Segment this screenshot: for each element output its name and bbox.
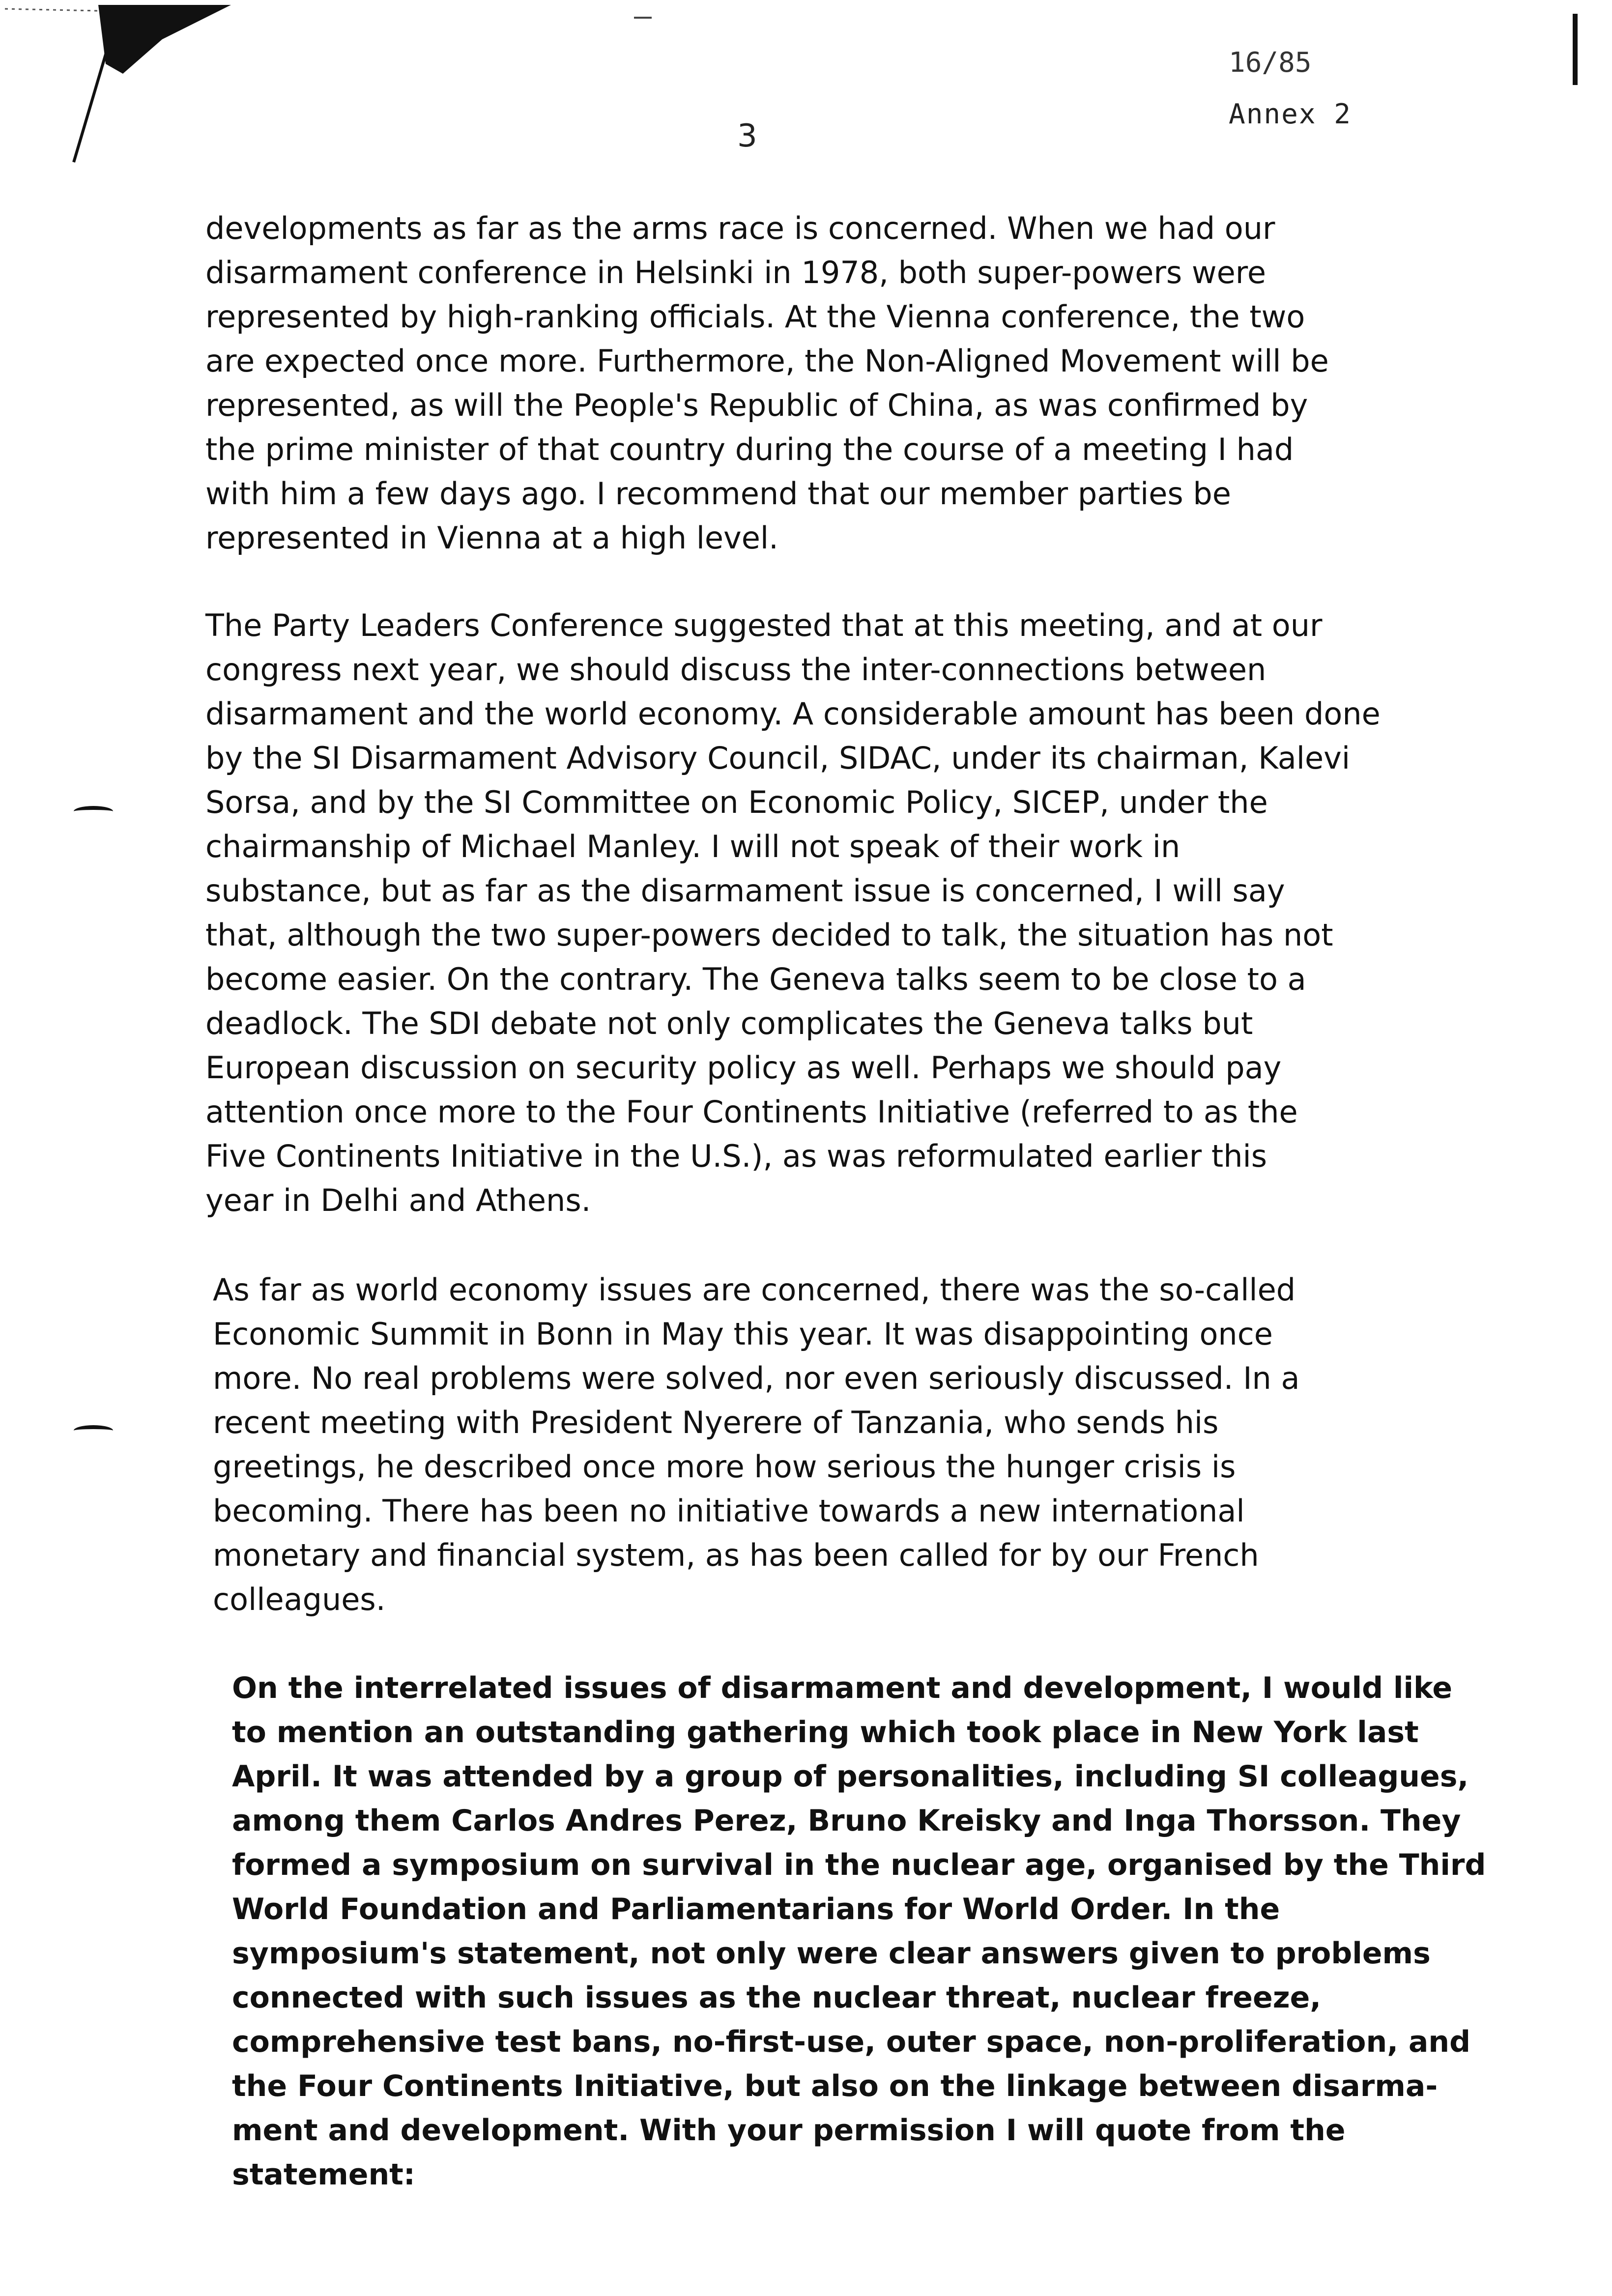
text-line: April. It was attended by a group of personalities, including SI colleagues,: [232, 1759, 1469, 1794]
document-reference: 16/85: [1229, 47, 1312, 79]
text-line: that, although the two super-powers decided to talk, the situation has not: [205, 917, 1333, 953]
text-line: disarmament conference in Helsinki in 1978, both super-powers were: [205, 255, 1266, 290]
text-line: statement:: [232, 2157, 415, 2192]
text-line: greetings, he described once more how serious the hunger crisis is: [213, 1449, 1236, 1485]
paragraph-4: [232, 1666, 1486, 2197]
annex-label: Annex 2: [1229, 98, 1352, 130]
text-line: colleagues.: [213, 1581, 386, 1617]
text-line: comprehensive test bans, no-first-use, outer space, non-proliferation, and: [232, 2025, 1471, 2059]
binding-mark: [1568, 10, 1583, 88]
text-line: congress next year, we should discuss the inter-connections between: [205, 652, 1267, 688]
margin-mark: [74, 806, 113, 817]
text-line: chairmanship of Michael Manley. I will not speak of their work in: [205, 829, 1180, 864]
text-line: symposium's statement, not only were clear answers given to problems: [232, 1936, 1431, 1971]
text-line: the prime minister of that country during the course of a meeting I had: [205, 431, 1294, 467]
text-line: World Foundation and Parliamentarians for World Order. In the: [232, 1892, 1280, 1926]
text-line: disarmament and the world economy. A considerable amount has been done: [205, 696, 1381, 732]
text-line: year in Delhi and Athens.: [205, 1182, 591, 1218]
text-line: among them Carlos Andres Perez, Bruno Kreisky and Inga Thorsson. They: [232, 1804, 1461, 1838]
page-number: 3: [737, 118, 757, 154]
text-line: become easier. On the contrary. The Geneva talks seem to be close to a: [205, 961, 1306, 997]
text-line: are expected once more. Furthermore, the Non-Aligned Movement will be: [205, 343, 1329, 379]
text-line: with him a few days ago. I recommend that our member parties be: [205, 476, 1231, 512]
paragraph-3: [213, 1268, 1299, 1622]
text-line: substance, but as far as the disarmament issue is concerned, I will say: [205, 873, 1285, 909]
text-line: On the interrelated issues of disarmament and development, I would like: [232, 1671, 1453, 1705]
text-line: connected with such issues as the nuclear threat, nuclear freeze,: [232, 1980, 1322, 2015]
text-line: recent meeting with President Nyerere of Tanzania, who sends his: [213, 1405, 1219, 1440]
text-line: to mention an outstanding gathering which took place in New York last: [232, 1715, 1419, 1750]
text-line: Sorsa, and by the SI Committee on Economic Policy, SICEP, under the: [205, 784, 1268, 820]
text-line: represented in Vienna at a high level.: [205, 520, 778, 556]
margin-mark: [74, 1425, 113, 1436]
paragraph-1: [205, 206, 1329, 560]
paragraph-2: [205, 603, 1381, 1223]
top-dash-mark: [634, 15, 654, 21]
text-line: Five Continents Initiative in the U.S.), as was reformulated earlier this: [205, 1138, 1267, 1174]
text-line: As far as world economy issues are concerned, there was the so-called: [213, 1272, 1296, 1308]
text-line: The Party Leaders Conference suggested that at this meeting, and at our: [205, 607, 1323, 643]
text-line: ment and development. With your permission I will quote from the: [232, 2113, 1346, 2148]
text-line: represented by high-ranking officials. At the Vienna conference, the two: [205, 299, 1305, 335]
text-line: deadlock. The SDI debate not only complicates the Geneva talks but: [205, 1005, 1253, 1041]
text-line: more. No real problems were solved, nor even seriously discussed. In a: [213, 1360, 1300, 1396]
text-line: becoming. There has been no initiative towards a new international: [213, 1493, 1245, 1529]
text-line: represented, as will the People's Republic of China, as was confirmed by: [205, 387, 1308, 423]
text-line: formed a symposium on survival in the nuclear age, organised by the Third: [232, 1848, 1486, 1882]
text-line: by the SI Disarmament Advisory Council, SIDAC, under its chairman, Kalevi: [205, 740, 1351, 776]
text-line: Economic Summit in Bonn in May this year. It was disappointing once: [213, 1316, 1273, 1352]
text-line: monetary and financial system, as has been called for by our French: [213, 1537, 1259, 1573]
text-line: attention once more to the Four Continents Initiative (referred to as the: [205, 1094, 1298, 1130]
text-line: the Four Continents Initiative, but also on the linkage between disarma-: [232, 2069, 1438, 2103]
text-line: developments as far as the arms race is concerned. When we had our: [205, 210, 1275, 246]
corner-scan-mark: [0, 0, 256, 177]
text-line: European discussion on security policy as well. Perhaps we should pay: [205, 1050, 1282, 1086]
